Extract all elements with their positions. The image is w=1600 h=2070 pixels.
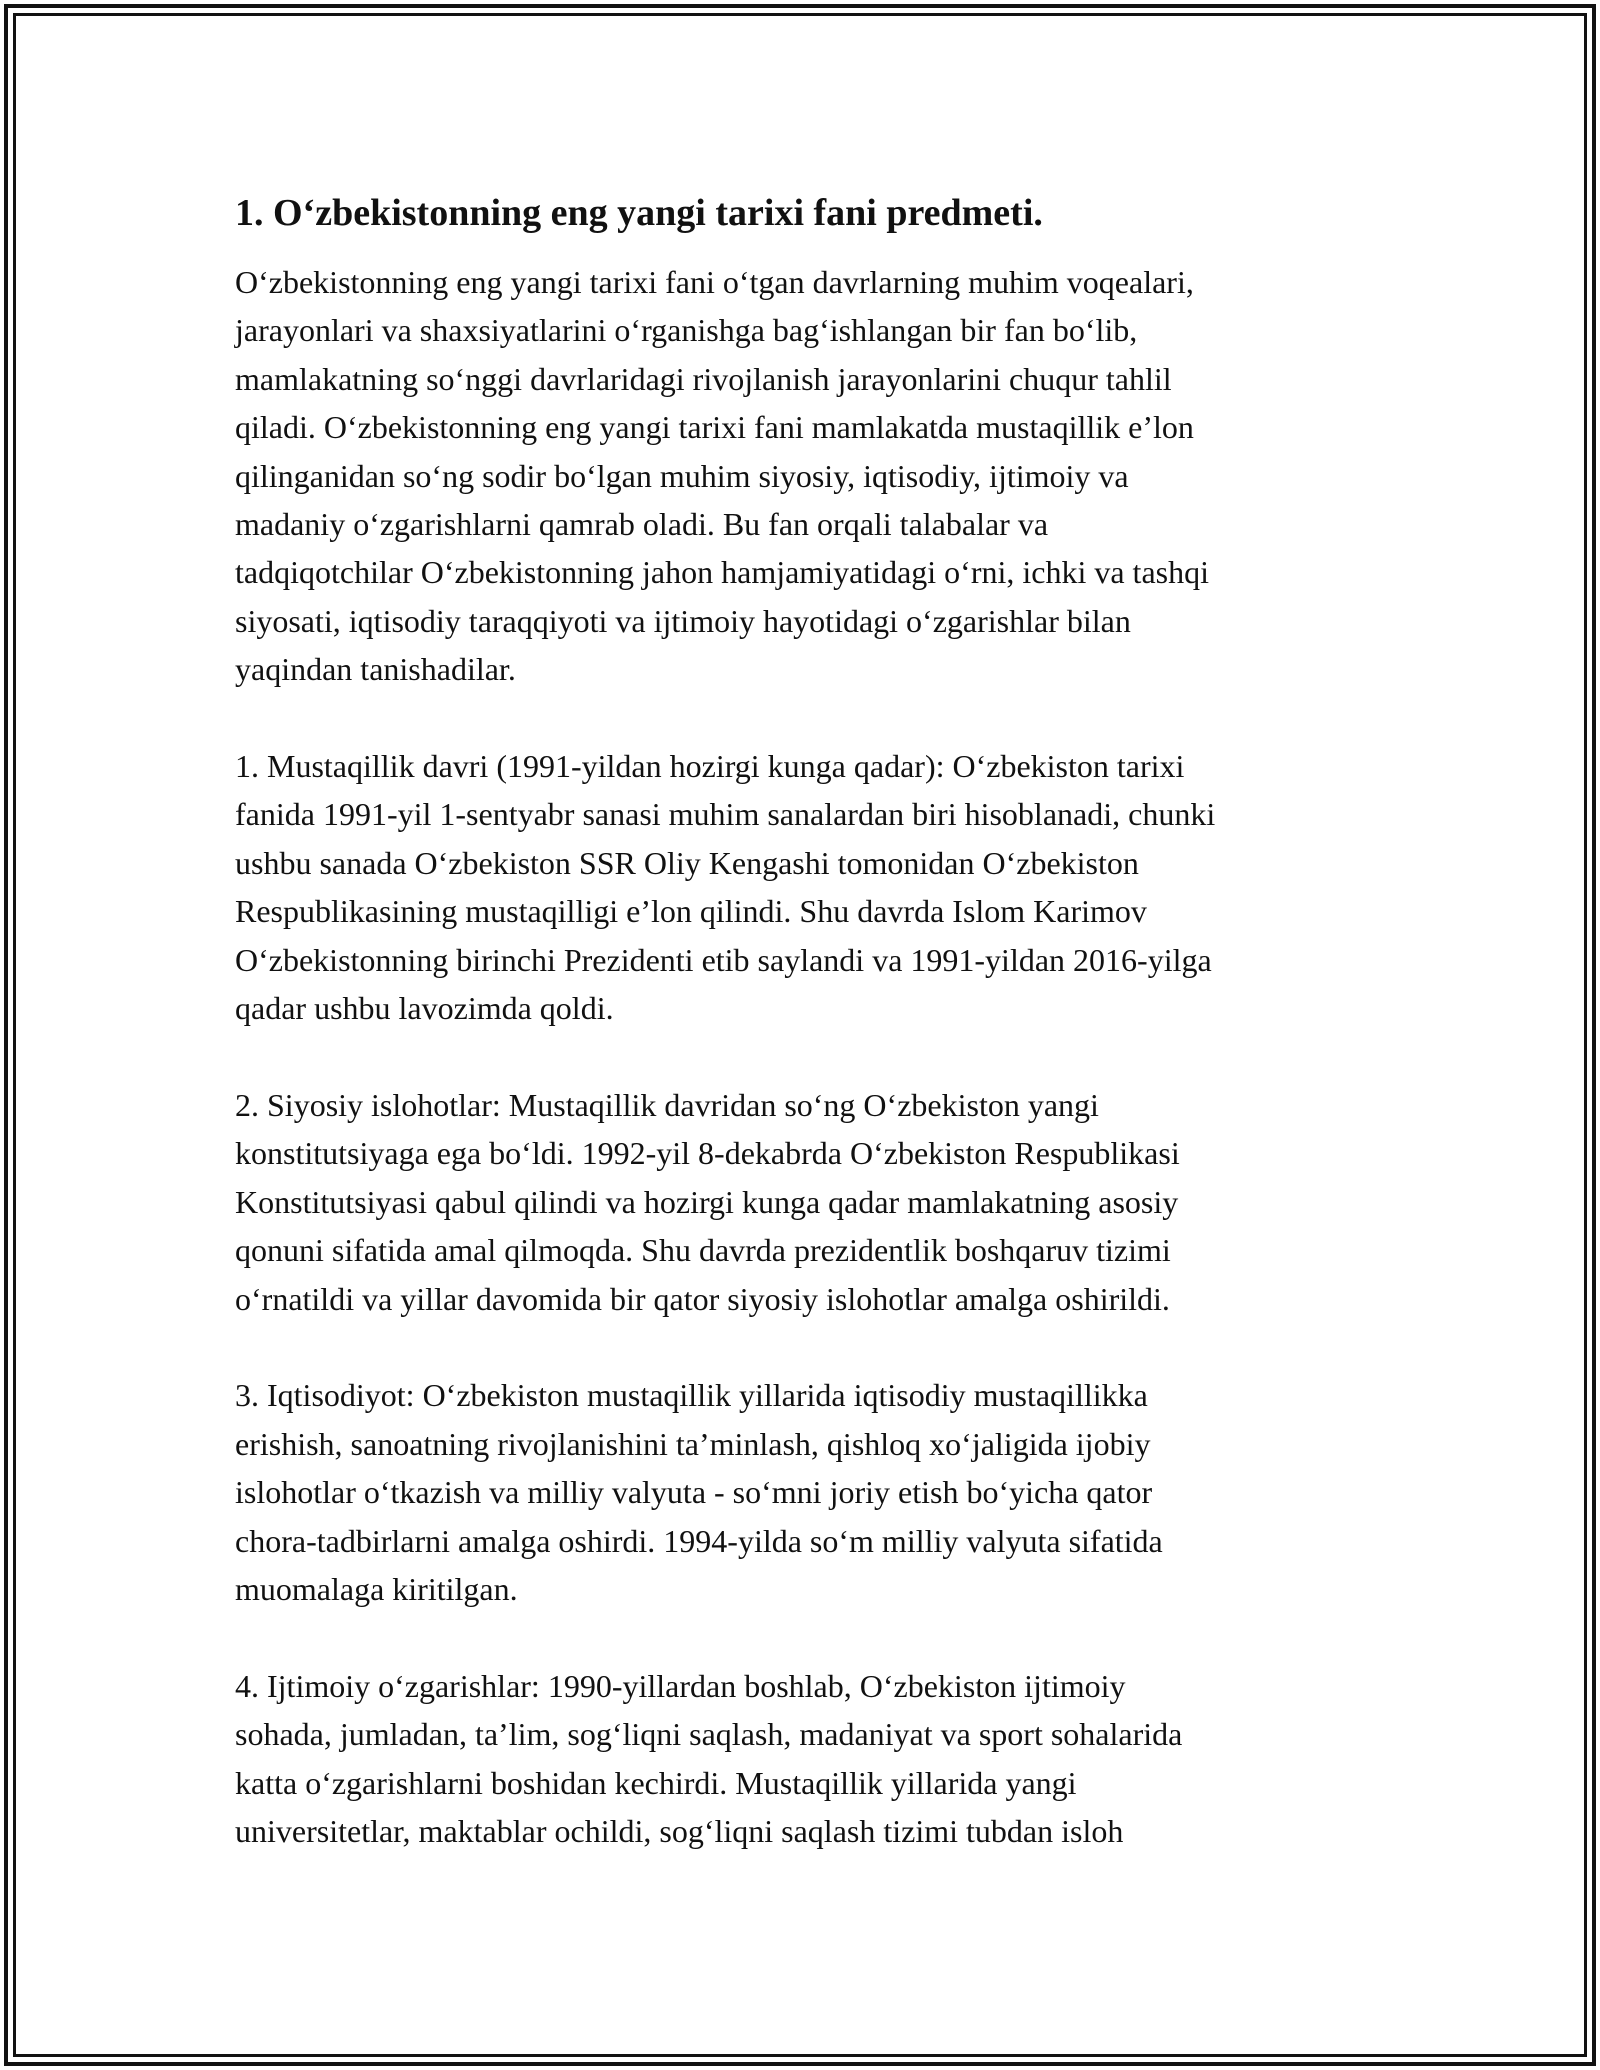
document-body [235, 188, 1385, 1904]
text-line: qilinganidan so‘ng sodir bo‘lgan muhim siyosiy, iqtisodiy, ijtimoiy va [235, 457, 1129, 494]
paragraph [235, 1662, 1385, 1856]
text-line: sohada, jumladan, ta’lim, sog‘liqni saqlash, madaniyat va sport sohalarida [235, 1716, 1183, 1753]
text-line: konstitutsiyaga ega bo‘ldi. 1992-yil 8-dekabrda O‘zbekiston Respublikasi [235, 1135, 1180, 1172]
text-line: ushbu sanada O‘zbekiston SSR Oliy Kengashi tomonidan O‘zbekiston [235, 844, 1139, 881]
text-line: 2. Siyosiy islohotlar: Mustaqillik davridan so‘ng O‘zbekiston yangi [235, 1086, 1099, 1123]
paragraph [235, 742, 1385, 1032]
text-line: qonuni sifatida amal qilmoqda. Shu davrda prezidentlik boshqaruv tizimi [235, 1232, 1171, 1269]
paragraph [235, 1371, 1385, 1613]
paragraph [235, 1081, 1385, 1323]
text-line: fanida 1991-yil 1-sentyabr sanasi muhim sanalardan biri hisoblanadi, chunki [235, 796, 1216, 833]
text-line: o‘rnatildi va yillar davomida bir qator siyosiy islohotlar amalga oshirildi. [235, 1280, 1170, 1317]
text-line: jarayonlari va shaxsiyatlarini o‘rganishga bag‘ishlangan bir fan bo‘lib, [235, 312, 1138, 349]
text-line: Konstitutsiyasi qabul qilindi va hozirgi kunga qadar mamlakatning asosiy [235, 1183, 1179, 1220]
text-line: islohotlar o‘tkazish va milliy valyuta - so‘mni joriy etish bo‘yicha qator [235, 1474, 1153, 1511]
text-line: katta o‘zgarishlarni boshidan kechirdi. Mustaqillik yillarida yangi [235, 1764, 1077, 1801]
text-line: yaqindan tanishadilar. [235, 651, 516, 688]
section-heading: 1. O‘zbekistonning eng yangi tarixi fani predmeti. [235, 192, 1043, 234]
text-line: chora-tadbirlarni amalga oshirdi. 1994-yilda so‘m milliy valyuta sifatida [235, 1522, 1163, 1559]
text-line: siyosati, iqtisodiy taraqqiyoti va ijtimoiy hayotidagi o‘zgarishlar bilan [235, 602, 1131, 639]
text-line: erishish, sanoatning rivojlanishini ta’minlash, qishloq xo‘jaligida ijobiy [235, 1425, 1151, 1462]
text-line: mamlakatning so‘nggi davrlaridagi rivojlanish jarayonlarini chuqur tahlil [235, 360, 1172, 397]
text-line: 3. Iqtisodiyot: O‘zbekiston mustaqillik yillarida iqtisodiy mustaqillikka [235, 1377, 1148, 1414]
text-line: universitetlar, maktablar ochildi, sog‘liqni saqlash tizimi tubdan isloh [235, 1812, 1124, 1849]
text-line: qiladi. O‘zbekistonning eng yangi tarixi fani mamlakatda mustaqillik e’lon [235, 409, 1194, 446]
text-line: Respublikasining mustaqilligi e’lon qilindi. Shu davrda Islom Karimov [235, 893, 1147, 930]
text-line: 1. Mustaqillik davri (1991-yildan hozirgi kunga qadar): O‘zbekiston tarixi [235, 748, 1185, 785]
text-line: tadqiqotchilar O‘zbekistonning jahon hamjamiyatidagi o‘rni, ichki va tashqi [235, 554, 1209, 591]
text-line: madaniy o‘zgarishlarni qamrab oladi. Bu fan orqali talabalar va [235, 506, 1049, 543]
paragraph-list [235, 258, 1385, 1855]
text-line: O‘zbekistonning eng yangi tarixi fani o‘tgan davrlarning muhim voqealari, [235, 264, 1194, 300]
text-line: O‘zbekistonning birinchi Prezidenti etib saylandi va 1991-yildan 2016-yilga [235, 941, 1212, 978]
paragraph [235, 258, 1385, 694]
text-line: qadar ushbu lavozimda qoldi. [235, 990, 614, 1027]
text-line: 4. Ijtimoiy o‘zgarishlar: 1990-yillardan boshlab, O‘zbekiston ijtimoiy [235, 1667, 1126, 1704]
text-line: muomalaga kiritilgan. [235, 1570, 518, 1607]
